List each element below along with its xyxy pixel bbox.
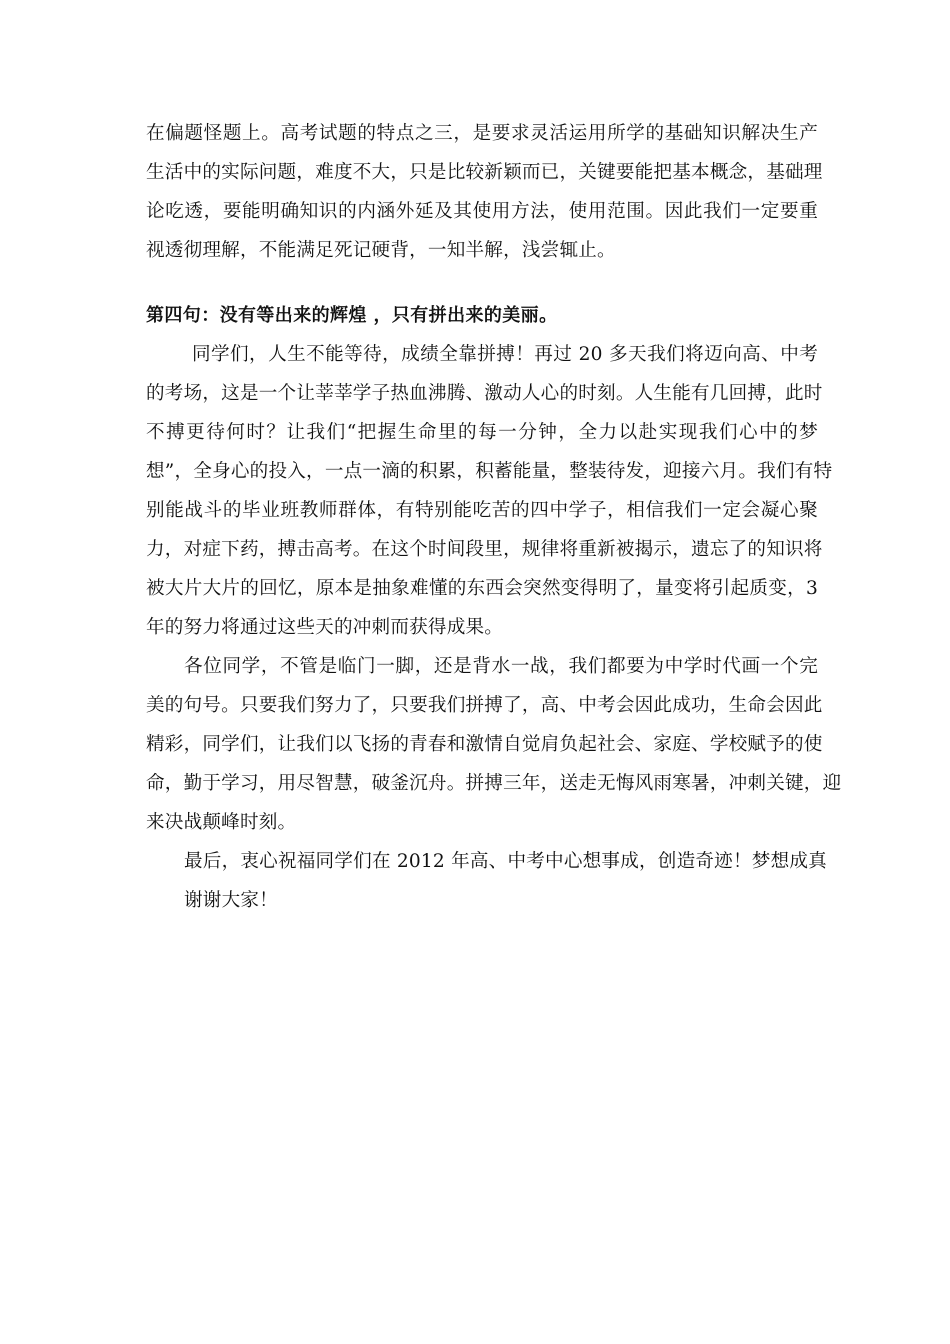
paragraph-line: 论吃透，要能明确知识的内涵外延及其使用方法，使用范围。因此我们一定要重	[146, 201, 818, 222]
closing-line: 最后，衷心祝福同学们在 2012 年高、中考中心想事成，创造奇迹！梦想成真	[184, 851, 827, 872]
paragraph-line: 各位同学，不管是临门一脚，还是背水一战，我们都要为中学时代画一个完	[184, 656, 818, 677]
paragraph-line: 精彩，同学们，让我们以飞扬的青春和激情自觉肩负起社会、家庭、学校赋予的使	[146, 734, 823, 755]
paragraph-line: 生活中的实际问题，难度不大，只是比较新颖而已，关键要能把基本概念，基础理	[146, 162, 823, 183]
paragraph-line: 不搏更待何时？让我们“把握生命里的每一分钟，全力以赴实现我们心中的梦	[146, 422, 818, 443]
paragraph-line: 命，勤于学习，用尽智慧，破釜沉舟。拼搏三年，送走无悔风雨寒暑，冲刺关键，迎	[146, 773, 842, 794]
paragraph-line: 别能战斗的毕业班教师群体，有特别能吃苦的四中学子，相信我们一定会凝心聚	[146, 500, 818, 521]
paragraph-line: 年的努力将通过这些天的冲刺而获得成果。	[146, 617, 504, 638]
paragraph-line: 的考场，这是一个让莘莘学子热血沸腾、激动人心的时刻。人生能有几回搏，此时	[146, 383, 823, 404]
thanks-line: 谢谢大家！	[184, 890, 278, 911]
section-heading: 第四句：没有等出来的辉煌 ，只有拼出来的美丽。	[146, 305, 558, 326]
paragraph-line: 来决战颠峰时刻。	[146, 812, 297, 833]
paragraph-line: 同学们，人生不能等待，成绩全靠拼搏！再过 20 多天我们将迈向高、中考	[192, 344, 818, 365]
paragraph-line: 在偏题怪题上。高考试题的特点之三，是要求灵活运用所学的基础知识解决生产	[146, 123, 818, 144]
paragraph-line: 力，对症下药，搏击高考。在这个时间段里，规律将重新被揭示，遗忘了的知识将	[146, 539, 823, 560]
paragraph-line: 视透彻理解，不能满足死记硬背，一知半解，浅尝辄止。	[146, 240, 616, 261]
paragraph-line: 想”，全身心的投入，一点一滴的积累，积蓄能量，整装待发，迎接六月。我们有特	[146, 461, 833, 482]
paragraph-line: 被大片大片的回忆，原本是抽象难懂的东西会突然变得明了，量变将引起质变，3	[146, 578, 818, 599]
paragraph-line: 美的句号。只要我们努力了，只要我们拼搏了，高、中考会因此成功，生命会因此	[146, 695, 823, 716]
